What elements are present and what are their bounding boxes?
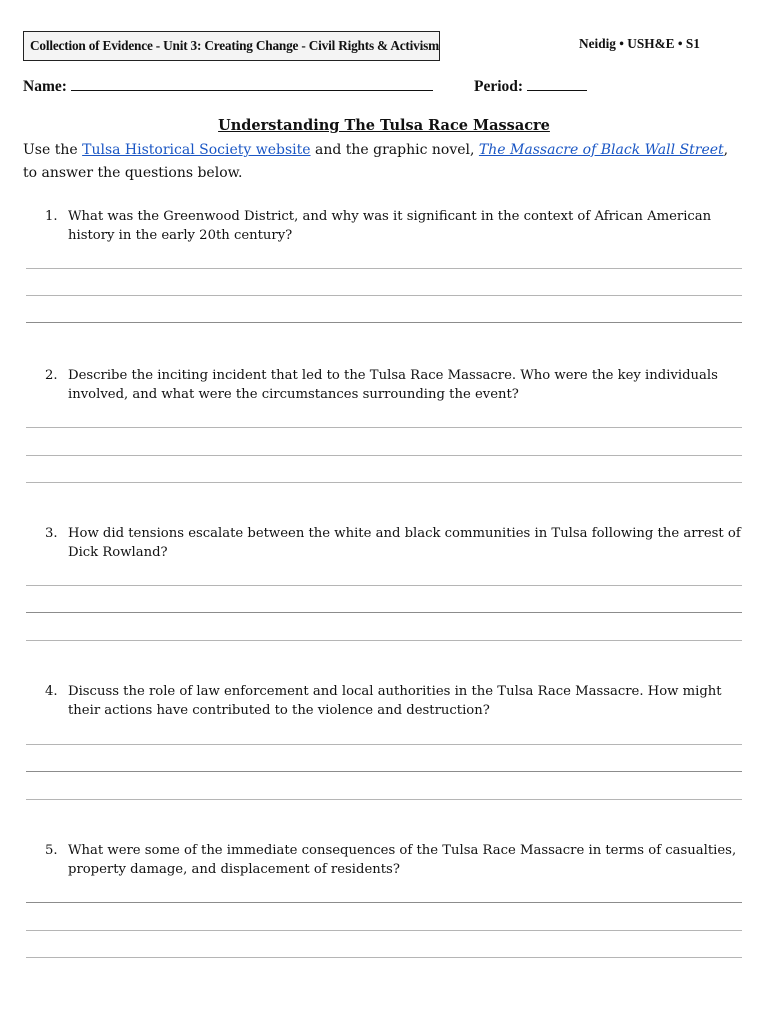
answer-line[interactable] (26, 771, 742, 772)
graphic-novel-link[interactable]: The Massacre of Black Wall Street (478, 142, 724, 158)
question-text: How did tensions escalate between the white and black communities in Tulsa following the arrest of Dick Rowland? (68, 526, 741, 560)
name-label: Name: (23, 78, 67, 95)
name-field[interactable] (23, 76, 433, 96)
answer-line[interactable] (26, 427, 742, 428)
tulsa-historical-society-link[interactable]: Tulsa Historical Society website (82, 142, 311, 158)
answer-line[interactable] (26, 455, 742, 456)
question-number: 3. (45, 526, 58, 541)
answer-line[interactable] (26, 957, 742, 958)
name-blank-line[interactable] (71, 76, 433, 91)
question-number: 2. (45, 368, 58, 383)
answer-line[interactable] (26, 268, 742, 269)
answer-line[interactable] (26, 902, 742, 903)
question-text: Discuss the role of law enforcement and local authorities in the Tulsa Race Massacre. How might their actions have contributed to the violence and destruction? (68, 684, 722, 718)
instructions-prefix: Use the (23, 142, 83, 158)
instructions-suffix: , to answer the questions below. (23, 142, 729, 181)
answer-line[interactable] (26, 744, 742, 745)
question-number: 5. (45, 843, 58, 858)
period-label: Period: (474, 78, 524, 95)
question-2 (23, 367, 745, 404)
answer-line[interactable] (26, 640, 742, 641)
answer-line[interactable] (26, 799, 742, 800)
period-field[interactable] (474, 76, 587, 96)
answer-line[interactable] (26, 295, 742, 296)
unit-title-box (23, 31, 440, 61)
question-text: What was the Greenwood District, and why was it significant in the context of African American history in the early 20th century? (68, 209, 712, 243)
instructions-middle: and the graphic novel, (310, 142, 479, 158)
answer-line[interactable] (26, 930, 742, 931)
instructions (23, 139, 743, 185)
question-number: 4. (45, 684, 58, 699)
question-number: 1. (45, 209, 58, 224)
period-blank-line[interactable] (527, 76, 587, 91)
question-text: What were some of the immediate consequences of the Tulsa Race Massacre in terms of casualties, property damage, and displacement of residents? (68, 843, 737, 877)
page-title: Understanding The Tulsa Race Massacre (218, 117, 550, 134)
answer-line[interactable] (26, 585, 742, 586)
question-3 (23, 525, 745, 562)
unit-title-text: Collection of Evidence - Unit 3: Creating Change - Civil Rights & Activism (30, 38, 439, 53)
question-text: Describe the inciting incident that led to the Tulsa Race Massacre. Who were the key individuals involved, and what were the circumstances surrounding the event? (68, 368, 718, 402)
question-4 (23, 683, 745, 720)
question-5 (23, 842, 745, 879)
answer-line[interactable] (26, 482, 742, 483)
answer-line[interactable] (26, 322, 742, 323)
course-tag: Neidig • USH&E • S1 (579, 36, 700, 51)
question-1 (23, 208, 745, 245)
answer-line[interactable] (26, 612, 742, 613)
